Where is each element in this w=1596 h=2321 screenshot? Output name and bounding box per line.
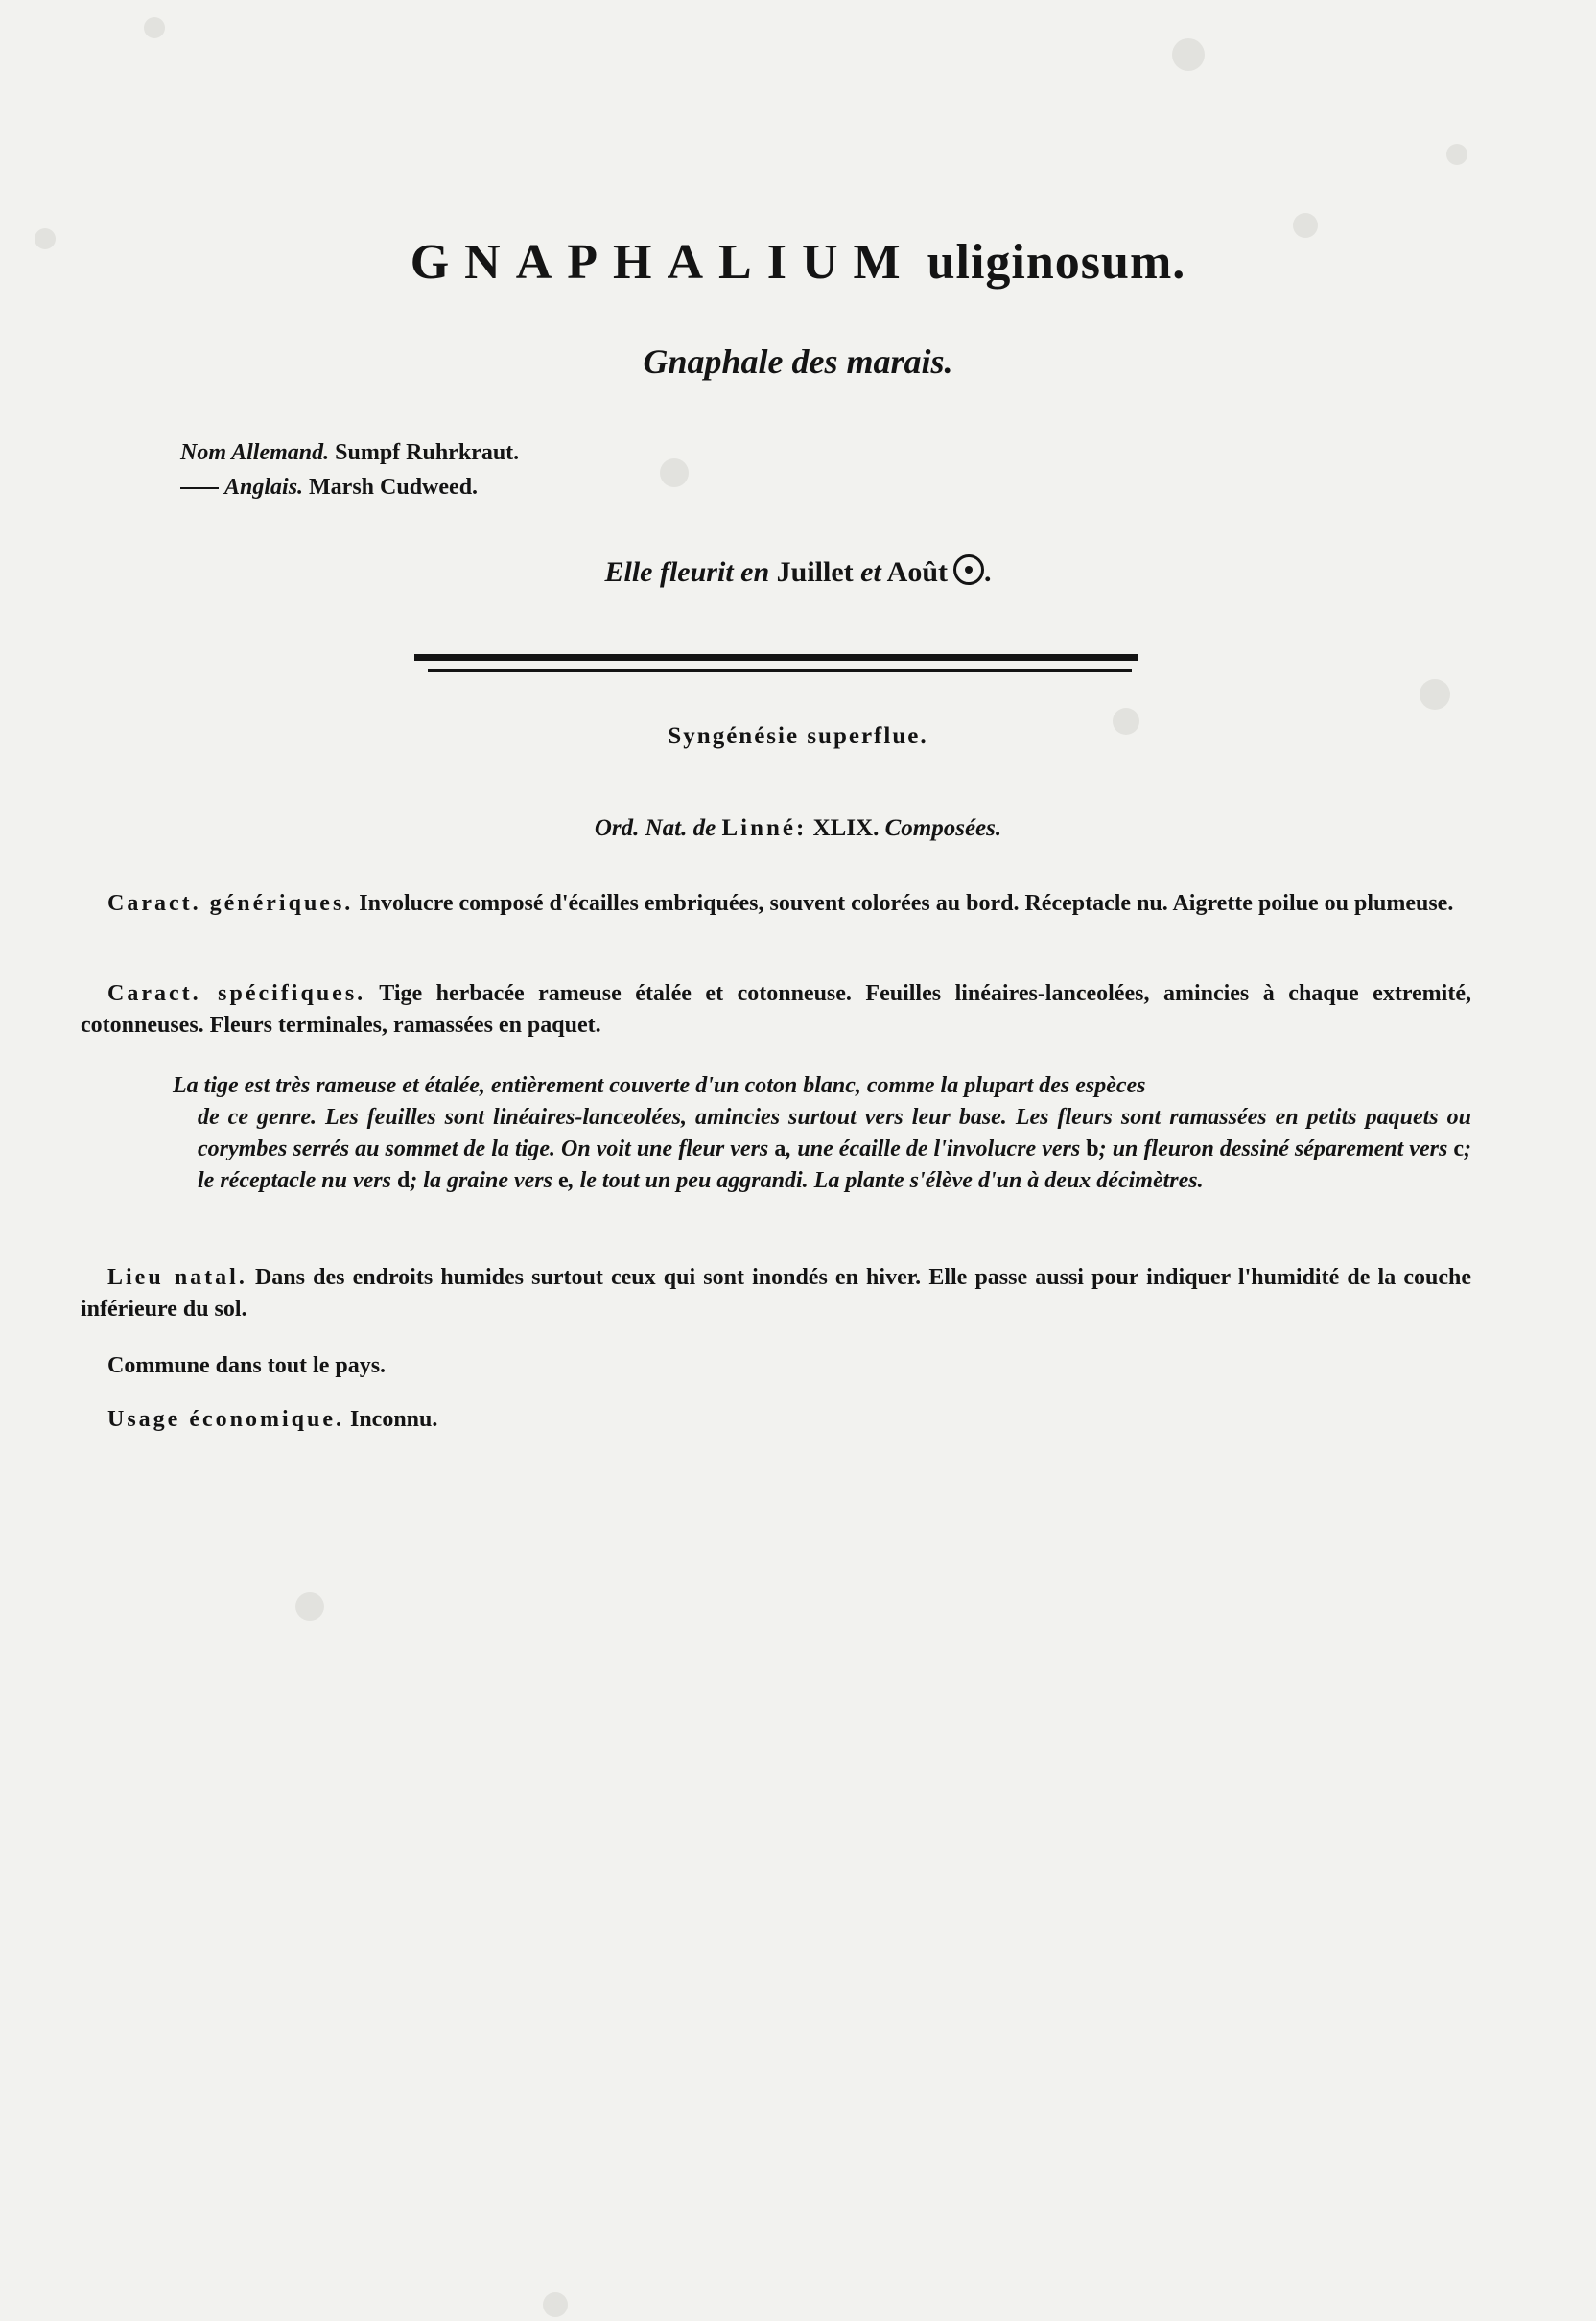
section-heading: Caract. génériques. bbox=[107, 891, 354, 916]
paper-spot bbox=[144, 17, 165, 38]
figure-letter: a bbox=[774, 1137, 786, 1161]
linnaean-class: Syngénésie superflue. bbox=[668, 723, 928, 749]
section-text: Commune dans tout le pays. bbox=[107, 1353, 387, 1378]
german-name-line bbox=[180, 435, 519, 470]
order-family: Composées. bbox=[884, 815, 1002, 841]
flowering-text: Elle fleurit bbox=[604, 556, 734, 588]
paper-spot bbox=[660, 458, 689, 487]
description-text: ; un fleuron dessiné séparement vers bbox=[1098, 1137, 1448, 1161]
description-text: , une écaille de l'involucre vers bbox=[786, 1137, 1081, 1161]
description-text: de ce genre. Les feuilles sont linéaires-lanceolées, amincies surtout vers leur base. Les fleurs sont ramassées en petits paquets ou corymbes serrés au sommet de la tige. On voit une fleur vers bbox=[198, 1105, 1471, 1161]
section-text: Inconnu. bbox=[349, 1407, 438, 1432]
order-number: XLIX. bbox=[812, 815, 880, 841]
order-author: Linné: bbox=[721, 815, 808, 841]
flowering-month: Août bbox=[886, 556, 949, 588]
page-subtitle: Gnaphale des marais. bbox=[643, 342, 953, 381]
flowering-month: Juillet bbox=[776, 556, 854, 588]
figure-letter: d bbox=[396, 1168, 411, 1193]
english-label: Anglais. bbox=[224, 475, 304, 500]
ditto-dash bbox=[180, 487, 219, 489]
description-text: La tige est très rameuse et étalée, entièrement couverte d'un coton blanc, comme la plupart des espèces bbox=[173, 1073, 1146, 1098]
german-label: Nom Allemand. bbox=[180, 440, 330, 465]
description-text: ; le réceptacle nu vers bbox=[198, 1137, 1472, 1193]
description-continuation bbox=[173, 1102, 1471, 1197]
vernacular-names bbox=[180, 435, 519, 504]
title-species: uliginosum. bbox=[927, 235, 1186, 290]
annual-sun-icon bbox=[953, 554, 984, 585]
description-text: ; la graine vers bbox=[410, 1168, 552, 1193]
page-title bbox=[0, 234, 1596, 291]
generic-characters bbox=[81, 888, 1471, 920]
paper-spot bbox=[543, 2292, 568, 2317]
section-heading: Usage économique. bbox=[107, 1407, 344, 1432]
specific-characters bbox=[81, 978, 1471, 1042]
flowering-text: en bbox=[740, 556, 770, 588]
flowering-text: et bbox=[860, 556, 881, 588]
german-name: Sumpf Ruhrkraut. bbox=[335, 440, 520, 465]
paper-spot bbox=[1420, 679, 1450, 710]
section-text: Involucre composé d'écailles embriquées, souvent colorées au bord. Réceptacle nu. Aigrette poilue ou plumeuse. bbox=[359, 891, 1454, 916]
double-rule-thin bbox=[428, 669, 1132, 672]
english-name-line bbox=[180, 470, 519, 504]
paper-spot bbox=[1446, 144, 1467, 165]
english-name: Marsh Cudweed. bbox=[309, 475, 479, 500]
distribution bbox=[81, 1350, 1471, 1382]
flowering-line: Elle fleurit en Juillet et Août . bbox=[604, 556, 992, 588]
figure-letter: e bbox=[557, 1168, 569, 1193]
order-prefix: Ord. Nat. de bbox=[594, 815, 716, 841]
section-heading: Lieu natal. bbox=[107, 1265, 247, 1290]
habitat bbox=[81, 1262, 1471, 1325]
figure-letter: c bbox=[1453, 1137, 1465, 1161]
figure-letter: b bbox=[1086, 1137, 1099, 1161]
paper-spot bbox=[295, 1592, 324, 1621]
title-genus: GNAPHALIUM bbox=[410, 235, 916, 290]
plant-description bbox=[173, 1070, 1471, 1197]
section-text: Dans des endroits humides surtout ceux qui sont inondés en hiver. Elle passe aussi pour indiquer l'humidité de la couche inférieure du sol. bbox=[81, 1265, 1471, 1322]
double-rule-thick bbox=[414, 654, 1138, 661]
section-heading: Caract. spécifiques. bbox=[107, 981, 366, 1006]
natural-order bbox=[0, 815, 1596, 842]
section-text: Tige herbacée rameuse étalée et cotonneuse. Feuilles linéaires-lanceolées, amincies à chaque extremité, cotonneuses. Fleurs terminales, ramassées en paquet. bbox=[81, 981, 1471, 1038]
economic-use bbox=[81, 1404, 1471, 1436]
paper-spot bbox=[1172, 38, 1205, 71]
description-text: , le tout un peu aggrandi. La plante s'élève d'un à deux décimètres. bbox=[568, 1168, 1204, 1193]
